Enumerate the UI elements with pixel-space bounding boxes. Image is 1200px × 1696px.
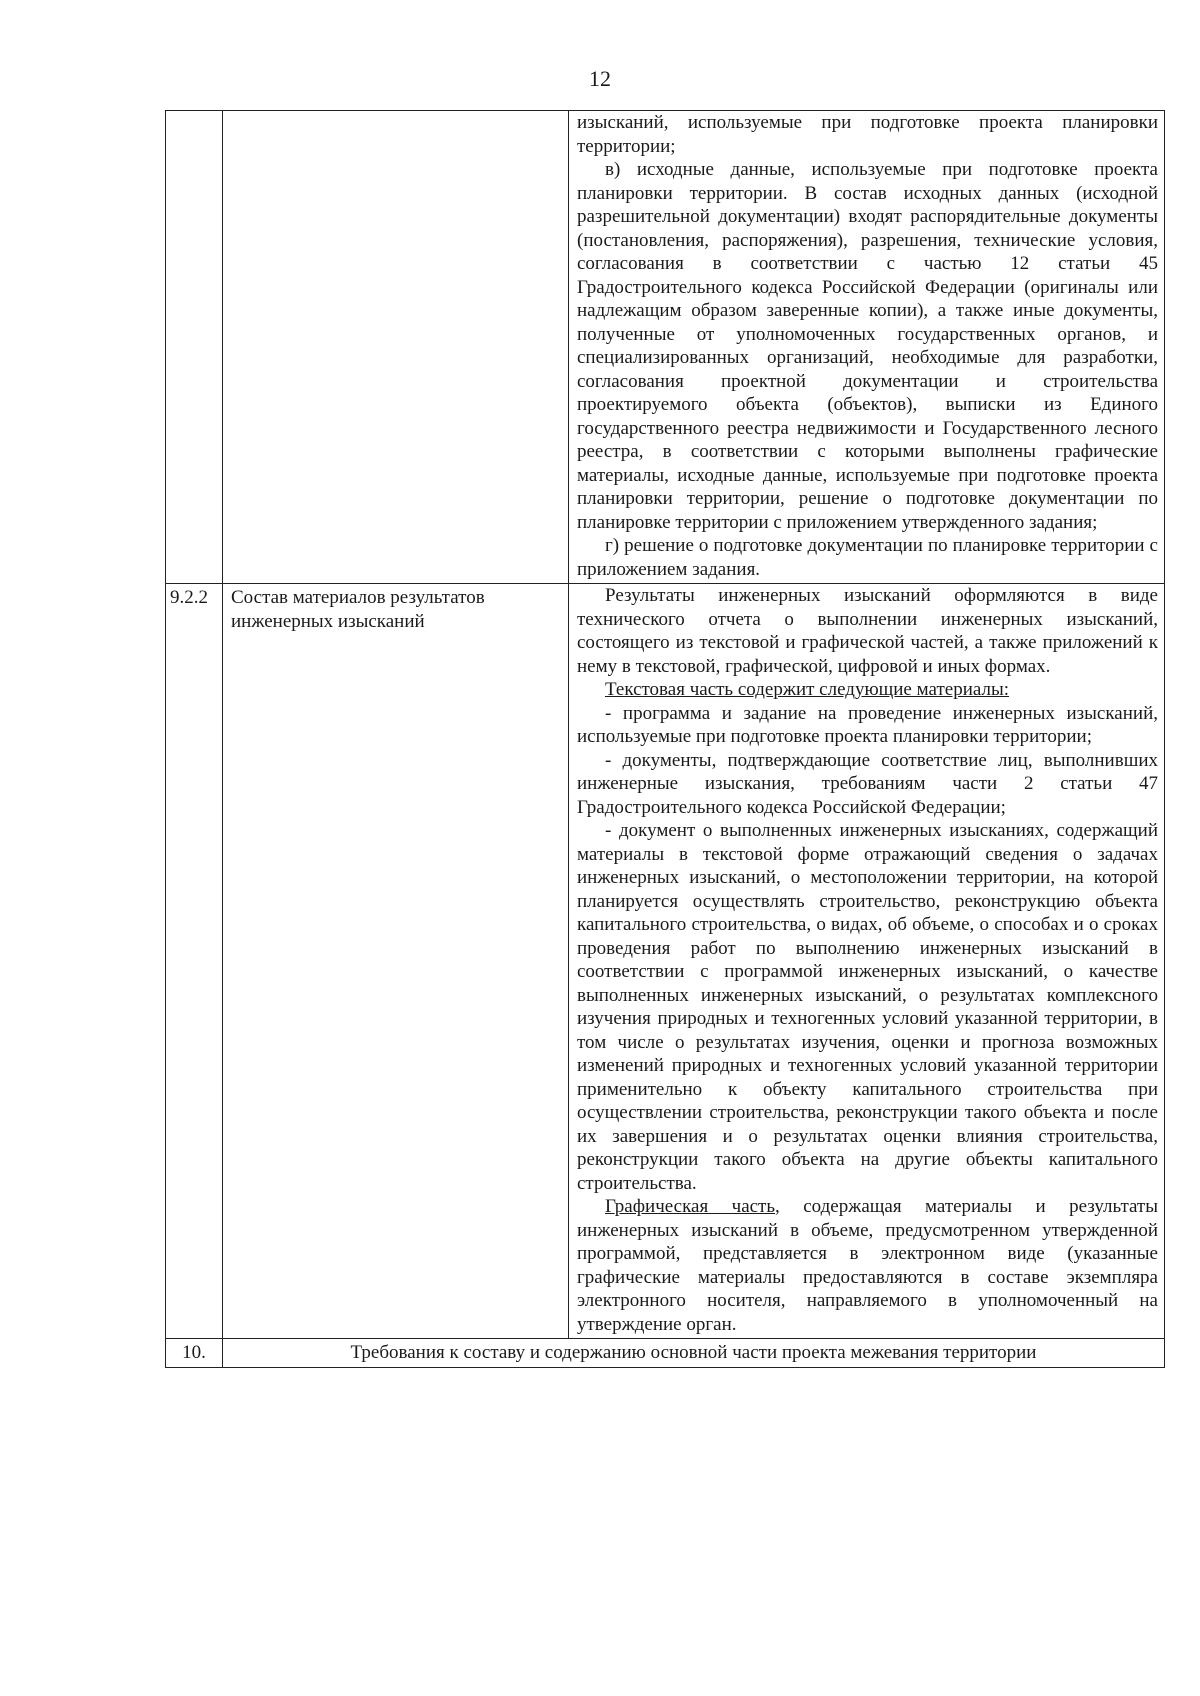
page-number: 12 [589, 66, 611, 91]
paragraph: Результаты инженерных изысканий оформляются в виде технического отчета о выполнении инженерных изысканий, состоящего из текстовой и графической частей, а также приложений к нему в текстовой, графической, цифровой и иных формах. [577, 585, 1158, 677]
row-title: Требования к составу и содержанию основной части проекта межевания территории [223, 1339, 1165, 1368]
graphic-part-heading: Графическая часть [605, 1196, 776, 1217]
list-item: - документ о выполненных инженерных изысканиях, содержащий материалы в текстовой форме отражающий сведения о задачах инженерных изысканий, о местоположении территории, на которой планируется осуществлять строительство, реконструкцию объекта капитального строительства, о видах, об объеме, о способах и о сроках проведения работ по выполнению инженерных изысканий в соответствии с программой инженерных изысканий, о качестве выполненных инженерных изысканий, о результатах комплексного изучения природных и техногенных условий указанной территории, в том числе о результатах изучения, оценки и прогноза возможных изменений природных и техногенных условий указанной территории применительно к объекту капитального строительства при осуществлении строительства, реконструкции такого объекта и после их завершения и о результатах оценки влияния строительства, реконструкции такого объекта на другие объекты капитального строительства. [577, 820, 1158, 1194]
table-row [166, 1339, 1165, 1368]
section-heading [577, 678, 1158, 702]
row-number [166, 111, 223, 584]
paragraph [577, 1195, 1158, 1336]
row-content [569, 584, 1165, 1339]
text-part-heading: Текстовая часть содержит следующие материалы: [605, 679, 1009, 700]
row-number: 10. [166, 1339, 223, 1368]
table-row [166, 111, 1165, 584]
list-item: - документы, подтверждающие соответствие лиц, выполнивших инженерные изыскания, требованиям части 2 статьи 47 Градостроительного кодекса Российской Федерации; [577, 749, 1158, 818]
row-title [223, 111, 569, 584]
requirements-table [165, 110, 1165, 1368]
row-content [569, 111, 1165, 584]
paragraph: в) исходные данные, используемые при подготовке проекта планировки территории. В состав исходных данных (исходной разрешительной документации) входят распорядительные документы (постановления, распоряжения), разрешения, технические условия, согласования в соответствии с частью 12 статьи 45 Градостроительного кодекса Российской Федерации (оригиналы или надлежащим образом заверенные копии), а также иные документы, полученные от уполномоченных государственных органов, и специализированных организаций, необходимые для разработки, согласования проектной документации и строительства проектируемого объекта (объектов), выписки из Единого государственного реестра недвижимости и Государственного лесного реестра, в соответствии с которыми выполнены графические материалы, исходные данные, используемые при подготовке проекта планировки территории, решение о подготовке документации по планировке территории с приложением утвержденного задания; [577, 159, 1158, 533]
graphic-part-text: , содержащая материалы и результаты инженерных изысканий в объеме, предусмотренном утвержденной программой, представляется в электронном виде (указанные графические материалы предоставляются в составе экземпляра электронного носителя, направляемого в уполномоченный на утверждение орган. [577, 1196, 1158, 1335]
row-number: 9.2.2 [166, 584, 223, 1339]
list-item: - программа и задание на проведение инженерных изысканий, используемые при подготовке проекта планировки территории; [577, 702, 1158, 747]
row-title: Состав материалов результатов инженерных изысканий [223, 584, 569, 1339]
table-row [166, 584, 1165, 1339]
paragraph: г) решение о подготовке документации по планировке территории с приложением задания. [577, 535, 1158, 580]
paragraph: изысканий, используемые при подготовке проекта планировки территории; [577, 112, 1158, 157]
